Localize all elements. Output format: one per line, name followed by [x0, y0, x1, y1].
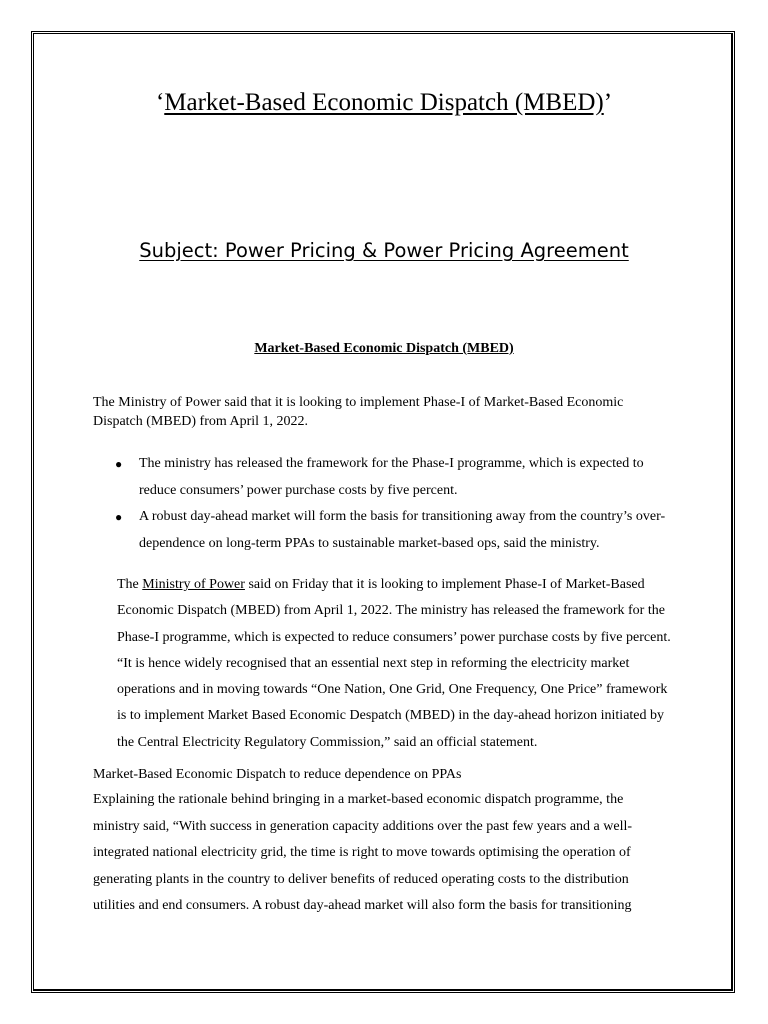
- subject-line: Subject: Power Pricing & Power Pricing Agreement: [139, 239, 629, 262]
- main-paragraph-body: said on Friday that it is looking to implement Phase-I of Market-Based Economic Dispatch (MBED) from April 1, 2022. The ministry has released the framework for the Phase-I programme, which is expected to reduce consumers’ power purchase costs by five percent. “It is hence widely recognised that an essential next step in reforming the electricity market operations and in moving towards “One Nation, One Grid, One Frequency, One Price” framework is to implement Market Based Economic Despatch (MBED) in the day-ahead horizon initiated by the Central Electricity Regulatory Commission,” said an official statement.: [117, 577, 671, 750]
- intro-paragraph: The Ministry of Power said that it is looking to implement Phase-I of Market-Based Economic Dispatch (MBED) from April 1, 2022.: [93, 395, 624, 429]
- bottom-paragraph: Explaining the rationale behind bringing in a market-based economic dispatch programme, the ministry said, “With success in generation capacity additions over the past few years and a well-integrated national electricity grid, the time is right to move towards optimising the operation of generating plants in the country to deliver benefits of reduced operating costs to the distribution utilities and end consumers. A robust day-ahead market will also form the basis for transitioning: [93, 792, 633, 913]
- section-heading: Market-Based Economic Dispatch (MBED): [254, 341, 514, 356]
- subheading: Market-Based Economic Dispatch to reduce dependence on PPAs: [93, 767, 462, 782]
- title-close-quote: ’: [603, 89, 613, 116]
- bullet-icon: ●: [115, 457, 123, 471]
- ministry-of-power-link[interactable]: Ministry of Power: [142, 577, 245, 592]
- title-open-quote: ‘: [155, 89, 165, 116]
- document-title: [0, 86, 768, 120]
- bullet-text: The ministry has released the framework for the Phase-I programme, which is expected to reduce consumers’ power purchase costs by five percent.: [139, 456, 644, 498]
- list-item: [93, 504, 673, 557]
- bullet-list: [93, 451, 673, 557]
- main-paragraph-lead: The: [117, 577, 143, 592]
- bullet-text: A robust day-ahead market will form the basis for transitioning away from the country’s over-dependence on long-term PPAs to sustainable market-based ops, said the ministry.: [139, 509, 666, 551]
- bullet-icon: ●: [115, 510, 123, 524]
- title-text: Market-Based Economic Dispatch (MBED): [164, 89, 604, 116]
- main-paragraph: [117, 572, 679, 756]
- list-item: [93, 451, 673, 504]
